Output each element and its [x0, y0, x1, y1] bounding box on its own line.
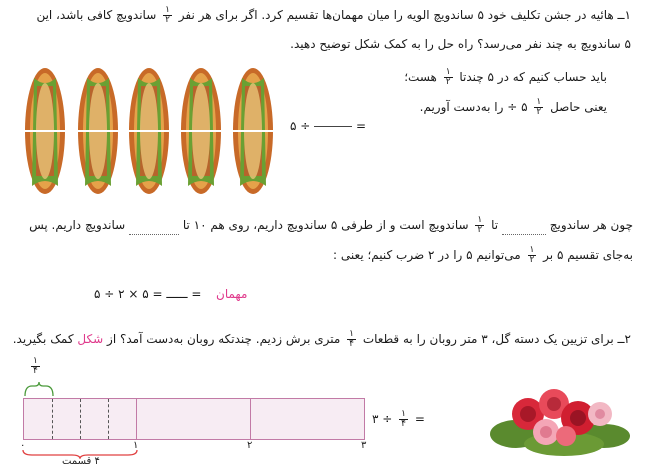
top-brace — [24, 382, 54, 398]
calc-line2: یعنی حاصل $\frac{۱}{۲}$ ۵ ÷ را به‌دست آوریم. — [419, 97, 607, 117]
fraction: $\frac{۱}{۲}$ — [529, 245, 535, 265]
tick-label: ۰ — [20, 440, 26, 451]
sandwich-image — [24, 66, 66, 196]
parts-label: ۴ قسمت — [62, 456, 100, 467]
fraction: $\frac{۱}{۲}$ — [536, 97, 542, 117]
explain-line2: به‌جای تقسیم ۵ بر $\frac{۱}{۲}$ می‌توانیم ۵ را در ۲ ضرب کنیم؛ یعنی : — [333, 245, 633, 265]
tick-label: ۱ — [133, 440, 139, 451]
problem1-line2: ۵ ساندویچ به چند نفر می‌رسد؟ راه حل را به کمک شکل توضیح دهید. — [290, 37, 631, 51]
fraction: $\frac{۱}{۲}$ — [445, 67, 451, 87]
sandwich-image — [77, 66, 119, 196]
sandwich-image — [128, 66, 170, 196]
sandwich-equation: ۵ ÷ = — [290, 119, 367, 133]
problem1-line1: ۱ــ هائیه در جشن تکلیف خود ۵ ساندویچ الویه را میان مهمان‌ها تقسیم کرد. اگر برای هر نفر $\frac{۱}{۲}$ ساندویچ کافی باشد، این — [36, 5, 631, 25]
fraction: $\frac{۱}{۲}$ — [165, 5, 170, 25]
shape-highlight: شکل — [77, 332, 104, 346]
flower-bouquet-image — [486, 374, 636, 460]
top-fraction: $\frac{۱}{۴}$ — [33, 356, 38, 376]
problem2-line: ۲ــ برای تزیین یک دسته گل، ۳ متر روبان را به قطعات $\frac{۱}{۴}$ متری برش زدیم. چندتکه روبان به‌دست آمد؟ از شکل کمک بگیرید. — [12, 329, 631, 349]
fraction: $\frac{۱}{۴}$ — [349, 329, 355, 349]
fraction: $\frac{۱}{۲}$ — [477, 215, 483, 235]
sandwich-image — [180, 66, 222, 196]
sandwich-image — [232, 66, 274, 196]
calc-line1: باید حساب کنیم که در ۵ چندتا $\frac{۱}{۲}$ هست؛ — [404, 67, 607, 87]
ribbon-expression: ۳ ÷ $\frac{۱}{۴}$ = — [372, 409, 425, 429]
tick-label: ۲ — [247, 440, 253, 451]
explain-equation: ۵ ÷ ــــــ = ۵ × ۲ = — [94, 287, 202, 301]
explain-line1: چون هر ساندویچ تا $\frac{۱}{۲}$ ساندویچ است و از طرفی ۵ ساندویچ داریم، روی هم ۱۰ تا ساندویچ داریم. پس — [29, 215, 633, 235]
fraction: $\frac{۱}{۴}$ — [401, 409, 406, 429]
guest-label: مهمان — [216, 287, 248, 301]
ribbon-ruler — [23, 398, 365, 440]
tick-label: ۳ — [361, 440, 367, 451]
